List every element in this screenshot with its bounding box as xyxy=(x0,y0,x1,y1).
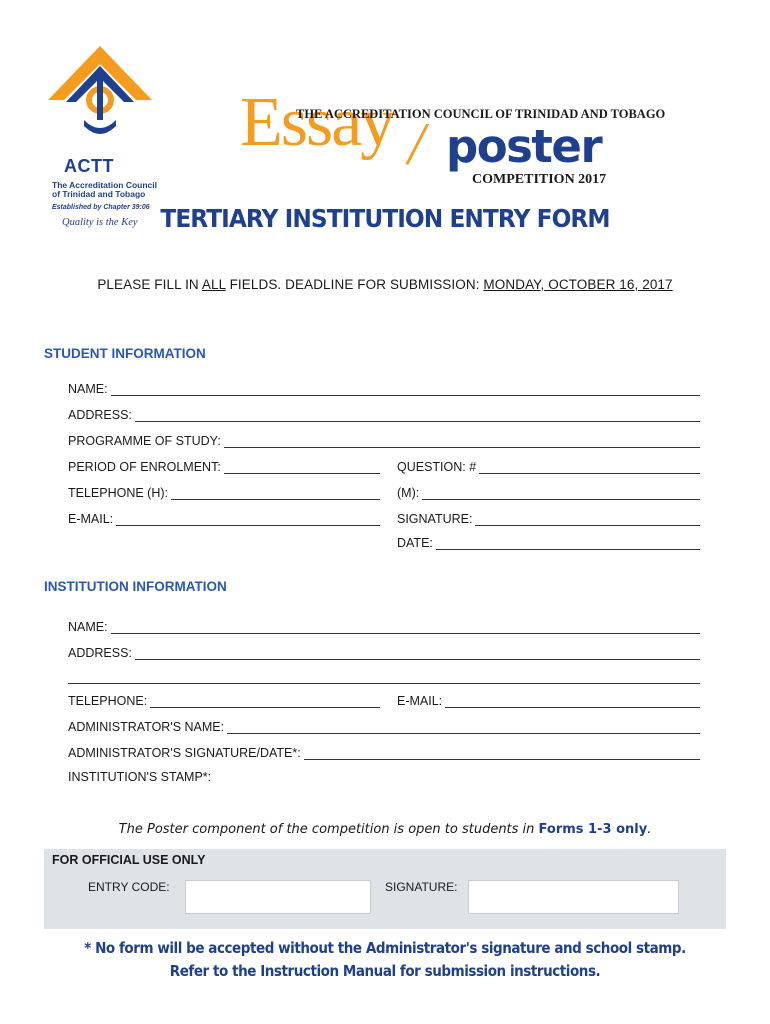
telephone-home-field[interactable] xyxy=(68,484,380,500)
student-section-heading: STUDENT INFORMATION xyxy=(44,346,206,361)
poster-note-emphasis: Forms 1-3 only xyxy=(538,822,648,837)
competition-year: COMPETITION 2017 xyxy=(472,172,607,187)
institution-email-line[interactable] xyxy=(445,696,700,708)
telephone-mobile-field[interactable] xyxy=(397,484,700,500)
programme-line[interactable] xyxy=(224,436,700,448)
entry-code-label: ENTRY CODE: xyxy=(88,880,170,894)
notice-part1: PLEASE FILL IN xyxy=(97,277,202,292)
institution-telephone-label: TELEPHONE: xyxy=(68,694,148,708)
admin-signature-label: ADMINISTRATOR'S SIGNATURE/DATE*: xyxy=(68,746,301,760)
student-email-line[interactable] xyxy=(116,514,380,526)
essay-word: Essay xyxy=(240,84,394,161)
telephone-mobile-label: (M): xyxy=(397,486,420,500)
deadline-notice xyxy=(0,277,770,292)
period-enrolment-line[interactable] xyxy=(224,462,380,474)
student-email-label: E-MAIL: xyxy=(68,512,114,526)
logo-acronym: ACTT xyxy=(64,156,114,176)
logo-name-line1: The Accreditation Council xyxy=(52,180,158,190)
programme-label: PROGRAMME OF STUDY: xyxy=(68,434,221,448)
institution-address-field[interactable] xyxy=(68,644,700,660)
institution-address-line2[interactable] xyxy=(68,668,700,684)
student-date-field[interactable] xyxy=(397,534,700,550)
institution-address-line[interactable] xyxy=(135,648,700,660)
institution-email-label: E-MAIL: xyxy=(397,694,443,708)
institution-telephone-field[interactable] xyxy=(68,692,380,708)
question-field[interactable] xyxy=(397,458,700,474)
poster-note-end: . xyxy=(647,822,652,837)
question-line[interactable] xyxy=(479,462,700,474)
institution-stamp-label: INSTITUTION'S STAMP*: xyxy=(68,770,212,784)
admin-name-label: ADMINISTRATOR'S NAME: xyxy=(68,720,225,734)
poster-eligibility-note xyxy=(0,822,770,837)
student-signature-label: SIGNATURE: xyxy=(397,512,473,526)
official-signature-input[interactable] xyxy=(468,880,679,914)
question-label: QUESTION: # xyxy=(397,460,477,474)
student-signature-line[interactable] xyxy=(475,514,700,526)
institution-address-extra-line[interactable] xyxy=(68,672,700,684)
admin-signature-line[interactable] xyxy=(304,748,700,760)
official-use-box xyxy=(44,849,726,929)
notice-all: ALL xyxy=(201,277,226,292)
admin-name-line[interactable] xyxy=(227,722,700,734)
poster-note-text: The Poster component of the competition is open to students in xyxy=(118,822,539,837)
admin-signature-field[interactable] xyxy=(68,744,700,760)
footer-line1: * No form will be accepted without the Administrator's signature and school stamp. xyxy=(84,939,686,957)
telephone-mobile-line[interactable] xyxy=(422,488,700,500)
institution-telephone-line[interactable] xyxy=(150,696,380,708)
student-address-label: ADDRESS: xyxy=(68,408,132,422)
competition-banner xyxy=(240,84,666,190)
actt-emblem-icon xyxy=(44,44,156,156)
student-email-field[interactable] xyxy=(68,510,380,526)
period-enrolment-field[interactable] xyxy=(68,458,380,474)
logo-motto: Quality is the Key xyxy=(62,217,138,228)
admin-name-field[interactable] xyxy=(68,718,700,734)
institution-email-field[interactable] xyxy=(397,692,700,708)
institution-name-label: NAME: xyxy=(68,620,108,634)
form-title: TERTIARY INSTITUTION ENTRY FORM xyxy=(160,204,610,233)
official-signature-label: SIGNATURE: xyxy=(385,880,458,894)
banner-slash: / xyxy=(408,111,425,177)
student-name-label: NAME: xyxy=(68,382,108,396)
student-signature-field[interactable] xyxy=(397,510,700,526)
institution-address-label: ADDRESS: xyxy=(68,646,132,660)
student-name-field[interactable] xyxy=(68,380,700,396)
student-name-line[interactable] xyxy=(111,384,700,396)
actt-logo xyxy=(40,44,160,228)
footer-notice xyxy=(0,937,770,983)
logo-established: Established by Chapter 39:06 xyxy=(52,204,150,211)
student-address-line[interactable] xyxy=(135,410,700,422)
telephone-home-label: TELEPHONE (H): xyxy=(68,486,169,500)
student-address-field[interactable] xyxy=(68,406,700,422)
institution-section-heading: INSTITUTION INFORMATION xyxy=(44,579,227,594)
notice-deadline: MONDAY, OCTOBER 16, 2017 xyxy=(483,277,673,292)
notice-part2: FIELDS. DEADLINE FOR SUBMISSION: xyxy=(225,277,484,292)
student-date-line[interactable] xyxy=(436,538,700,550)
programme-field[interactable] xyxy=(68,432,700,448)
institution-stamp-field xyxy=(68,768,700,784)
institution-name-field[interactable] xyxy=(68,618,700,634)
telephone-home-line[interactable] xyxy=(171,488,380,500)
entry-code-input[interactable] xyxy=(185,880,371,914)
footer-line2: Refer to the Instruction Manual for submission instructions. xyxy=(169,962,601,980)
period-enrolment-label: PERIOD OF ENROLMENT: xyxy=(68,460,221,474)
student-date-label: DATE: xyxy=(397,536,433,550)
official-use-title: FOR OFFICIAL USE ONLY xyxy=(52,853,206,867)
institution-name-line[interactable] xyxy=(111,622,700,634)
council-name: THE ACCREDITATION COUNCIL OF TRINIDAD AND TOBAGO xyxy=(296,107,666,121)
logo-name-line2: of Trinidad and Tobago xyxy=(52,189,146,199)
poster-word: poster xyxy=(446,120,602,173)
